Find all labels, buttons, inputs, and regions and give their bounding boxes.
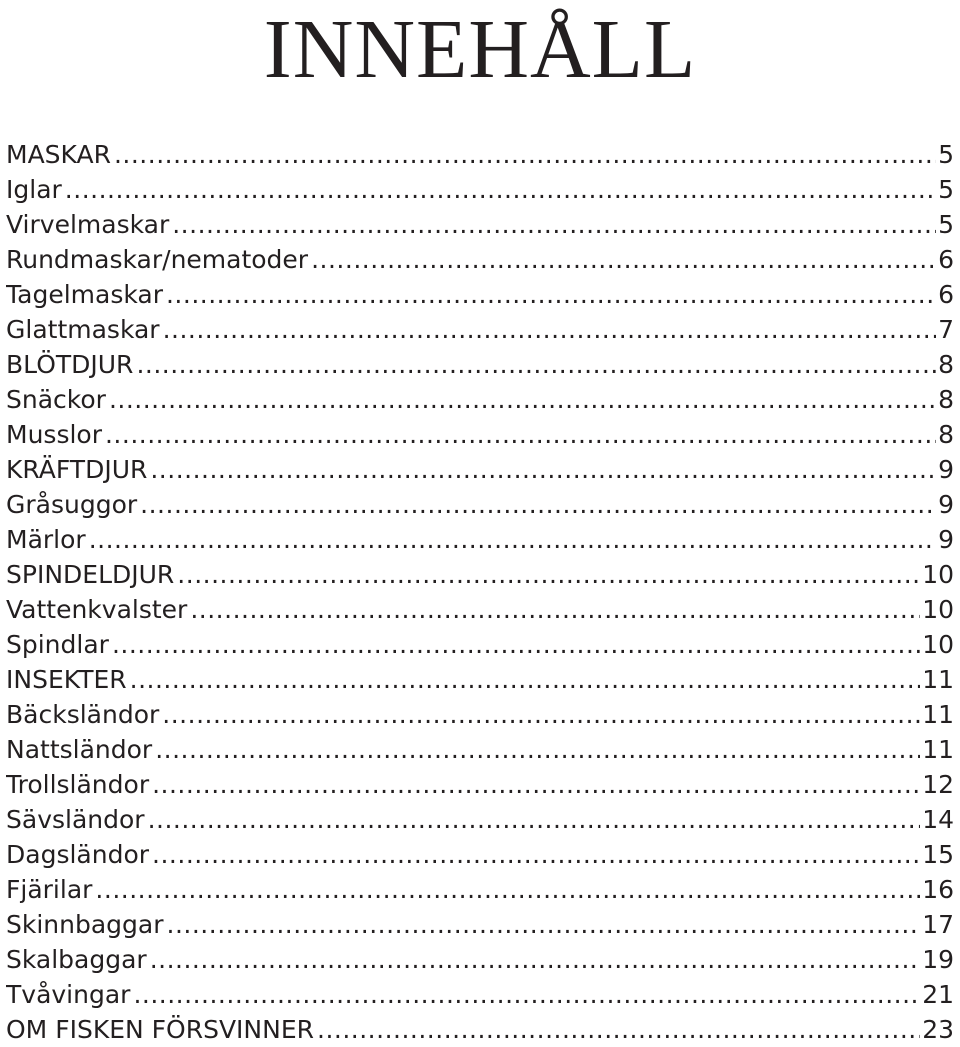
toc-entry-label: Sävsländor xyxy=(6,805,145,834)
toc-entry-page-number: 9 xyxy=(938,455,954,484)
dot-leader xyxy=(65,172,936,207)
dot-leader xyxy=(130,662,921,697)
toc-entry-page-number: 7 xyxy=(938,315,954,344)
toc-entry-label: KRÄFTDJUR xyxy=(6,455,148,484)
toc-entry-label: Vattenkvalster xyxy=(6,595,188,624)
toc-entry-label: Rundmaskar/nematoder xyxy=(6,245,309,274)
toc-entry-label: Fjärilar xyxy=(6,875,93,904)
dot-leader xyxy=(166,277,936,312)
toc-entry-label: Bäcksländor xyxy=(6,700,160,729)
toc-entry-label: Skalbaggar xyxy=(6,945,147,974)
toc-entry xyxy=(6,172,954,207)
toc-entry xyxy=(6,732,954,767)
toc-entry-page-number: 23 xyxy=(922,1015,954,1044)
toc-entry xyxy=(6,907,954,942)
toc-entry xyxy=(6,382,954,417)
toc-entry-page-number: 8 xyxy=(938,350,954,379)
toc-entry xyxy=(6,242,954,277)
toc-entry-label: Nattsländor xyxy=(6,735,153,764)
toc-entry-page-number: 11 xyxy=(922,735,954,764)
toc-entry xyxy=(6,627,954,662)
toc-entry xyxy=(6,592,954,627)
dot-leader xyxy=(105,417,936,452)
toc-entry-label: Tvåvingar xyxy=(6,980,131,1009)
toc-entry xyxy=(6,1012,954,1047)
toc-entry-page-number: 6 xyxy=(938,280,954,309)
dot-leader xyxy=(152,837,920,872)
dot-leader xyxy=(167,907,921,942)
toc-entry-label: Gråsuggor xyxy=(6,490,138,519)
toc-entry xyxy=(6,872,954,907)
toc-entry-label: OM FISKEN FÖRSVINNER xyxy=(6,1015,314,1044)
toc-entry xyxy=(6,277,954,312)
toc-entry-page-number: 9 xyxy=(938,490,954,519)
dot-leader xyxy=(311,242,936,277)
toc-entry-page-number: 19 xyxy=(922,945,954,974)
toc-entry-page-number: 11 xyxy=(922,700,954,729)
toc-entry-label: Tagelmaskar xyxy=(6,280,163,309)
toc-entry-label: Skinnbaggar xyxy=(6,910,164,939)
toc-entry-label: Virvelmaskar xyxy=(6,210,170,239)
toc-entry xyxy=(6,137,954,172)
toc-entry-label: SPINDELDJUR xyxy=(6,560,175,589)
page-title: INNEHÅLL xyxy=(263,3,697,96)
toc-entry-page-number: 10 xyxy=(922,560,954,589)
dot-leader xyxy=(152,767,920,802)
dot-leader xyxy=(172,207,936,242)
toc-entry xyxy=(6,662,954,697)
toc-entry-label: Dagsländor xyxy=(6,840,150,869)
toc-entry xyxy=(6,347,954,382)
dot-leader xyxy=(177,557,920,592)
toc-entry xyxy=(6,837,954,872)
toc-entry xyxy=(6,802,954,837)
toc-entry-page-number: 17 xyxy=(922,910,954,939)
dot-leader xyxy=(112,627,920,662)
toc-entry xyxy=(6,312,954,347)
dot-leader xyxy=(317,1012,920,1047)
toc-entry-label: Spindlar xyxy=(6,630,109,659)
toc-entry xyxy=(6,522,954,557)
toc-entry-page-number: 21 xyxy=(922,980,954,1009)
toc-entry-label: Glattmaskar xyxy=(6,315,160,344)
toc-entry xyxy=(6,452,954,487)
toc-entry-label: Musslor xyxy=(6,420,102,449)
dot-leader xyxy=(133,977,920,1012)
toc-entry-page-number: 12 xyxy=(922,770,954,799)
dot-leader xyxy=(95,872,920,907)
toc-entry-page-number: 15 xyxy=(922,840,954,869)
toc-entry-label: MASKAR xyxy=(6,140,111,169)
dot-leader xyxy=(109,382,936,417)
toc-entry xyxy=(6,942,954,977)
toc-entry-page-number: 10 xyxy=(922,595,954,624)
dot-leader xyxy=(163,312,937,347)
toc-entry-label: INSEKTER xyxy=(6,665,127,694)
toc-entry xyxy=(6,417,954,452)
toc-entry-label: BLÖTDJUR xyxy=(6,350,134,379)
dot-leader xyxy=(136,347,936,382)
toc-entry xyxy=(6,487,954,522)
toc-entry-label: Iglar xyxy=(6,175,62,204)
toc-entry xyxy=(6,767,954,802)
toc-entry-page-number: 5 xyxy=(938,175,954,204)
toc-entry xyxy=(6,977,954,1012)
toc-entry xyxy=(6,697,954,732)
toc-entry-page-number: 14 xyxy=(922,805,954,834)
toc-entry-label: Trollsländor xyxy=(6,770,150,799)
toc-entry-page-number: 16 xyxy=(922,875,954,904)
toc-entry-page-number: 5 xyxy=(938,140,954,169)
toc-entry-page-number: 6 xyxy=(938,245,954,274)
dot-leader xyxy=(89,522,936,557)
dot-leader xyxy=(140,487,936,522)
toc-entry-page-number: 5 xyxy=(938,210,954,239)
dot-leader xyxy=(150,452,936,487)
toc-entry xyxy=(6,207,954,242)
dot-leader xyxy=(150,942,920,977)
toc-entry xyxy=(6,557,954,592)
dot-leader xyxy=(155,732,920,767)
toc-entry-label: Snäckor xyxy=(6,385,106,414)
dot-leader xyxy=(114,137,936,172)
dot-leader xyxy=(190,592,920,627)
table-of-contents xyxy=(6,137,954,1047)
toc-entry-page-number: 9 xyxy=(938,525,954,554)
dot-leader xyxy=(148,802,921,837)
toc-entry-page-number: 11 xyxy=(922,665,954,694)
toc-entry-page-number: 8 xyxy=(938,420,954,449)
toc-entry-page-number: 8 xyxy=(938,385,954,414)
toc-entry-label: Märlor xyxy=(6,525,86,554)
dot-leader xyxy=(162,697,920,732)
toc-entry-page-number: 10 xyxy=(922,630,954,659)
